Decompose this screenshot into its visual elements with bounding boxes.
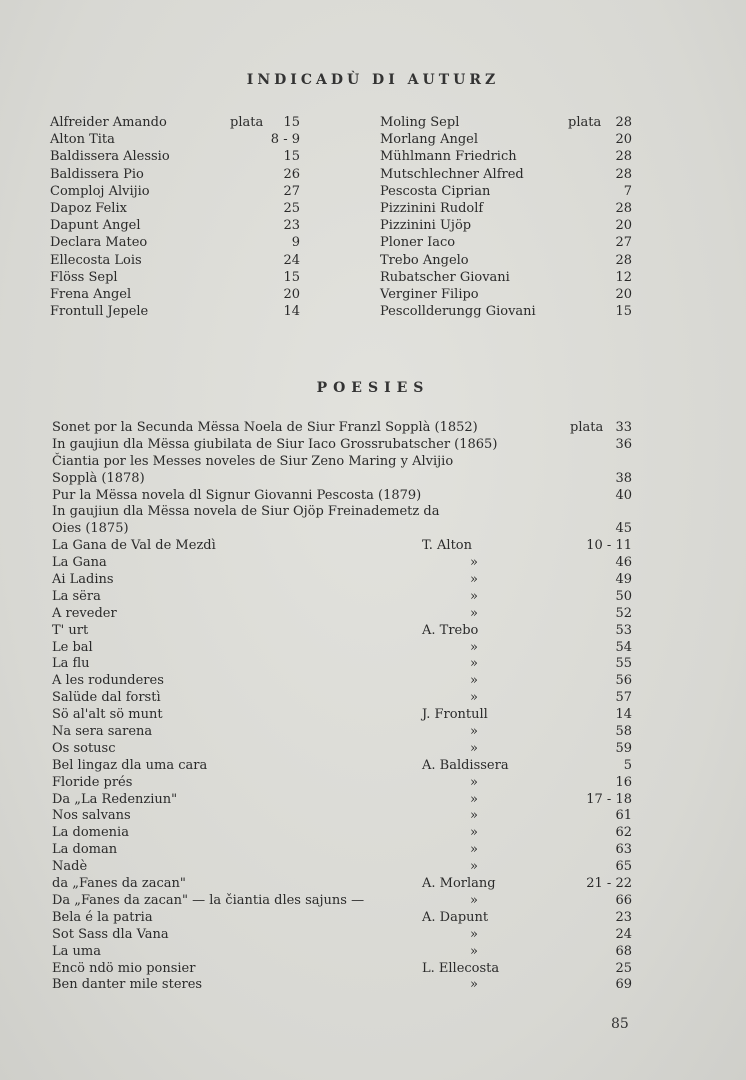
poem-title: La flu xyxy=(52,656,90,672)
plata-label: plata xyxy=(568,115,602,130)
author-name: Frena Angel xyxy=(50,286,132,302)
index-entry xyxy=(50,200,300,217)
poem-title: T' urt xyxy=(52,622,89,638)
ditto-mark: » xyxy=(470,825,478,841)
poem-author: J. Frontull xyxy=(422,707,488,723)
page-reference: 10 - 11 xyxy=(586,538,632,554)
poem-title: Na sera sarena xyxy=(52,724,153,740)
poem-title: Sonet por la Secunda Mëssa Noela de Siur Franzl Sopplà (1852) xyxy=(52,420,478,435)
page-reference: 25 xyxy=(283,200,300,216)
ditto-mark: » xyxy=(470,673,478,689)
index-entry xyxy=(380,252,632,269)
poem-title: Oies (1875) xyxy=(52,521,129,537)
index-entry xyxy=(50,114,300,131)
author-name: Pescollderungg Giovani xyxy=(380,304,536,320)
index-entry xyxy=(380,131,632,148)
poem-title: Da „La Redenziun" xyxy=(52,791,178,807)
poem-title: Nos salvans xyxy=(52,808,131,824)
index-entry xyxy=(50,303,300,320)
author-name: Frontull Jepele xyxy=(50,304,149,320)
page-reference: 15 xyxy=(615,304,632,320)
poem-entry xyxy=(52,707,632,724)
poem-title: Sö al'alt sö munt xyxy=(52,707,163,723)
index-entry xyxy=(50,148,300,165)
page-reference: 27 xyxy=(283,183,300,199)
poem-entry xyxy=(52,893,632,910)
page-reference: 33 xyxy=(615,420,632,435)
ditto-mark: » xyxy=(470,842,478,858)
page-reference: 62 xyxy=(615,825,632,841)
page-reference: 16 xyxy=(615,774,632,790)
ditto-mark: » xyxy=(470,740,478,756)
ditto-mark: » xyxy=(470,791,478,807)
page-reference: 46 xyxy=(615,555,632,571)
page-reference: 26 xyxy=(283,166,300,182)
poem-entry xyxy=(52,572,632,589)
author-name: Flöss Sepl xyxy=(50,269,118,285)
page-reference: 20 xyxy=(615,132,632,148)
page-reference: 15 xyxy=(283,115,300,130)
poem-entry xyxy=(52,825,632,842)
poem-title: La Gana de Val de Mezdì xyxy=(52,538,216,554)
poem-entry xyxy=(52,504,632,521)
index-entry xyxy=(50,252,300,269)
plata-label: plata xyxy=(570,420,604,435)
poem-title: La sëra xyxy=(52,588,101,604)
poem-entry xyxy=(52,944,632,961)
ditto-mark: » xyxy=(470,555,478,571)
poem-title: Ben danter mile steres xyxy=(52,977,203,993)
index-entry xyxy=(50,131,300,148)
index-heading: INDICADÙ DI AUTURZ xyxy=(246,72,500,88)
page-reference: 24 xyxy=(283,252,300,268)
ditto-mark: » xyxy=(470,690,478,706)
poem-entry xyxy=(52,741,632,758)
author-name: Trebo Angelo xyxy=(380,252,469,268)
index-entry xyxy=(50,234,300,251)
page-reference: 20 xyxy=(283,286,300,302)
index-entry xyxy=(380,114,632,131)
ditto-mark: » xyxy=(470,588,478,604)
page-reference: 28 xyxy=(615,166,632,182)
author-name: Comploj Alvijio xyxy=(50,183,150,199)
poem-entry xyxy=(52,859,632,876)
page-reference: 38 xyxy=(615,470,632,486)
index-entry xyxy=(50,269,300,286)
page-reference: 63 xyxy=(615,842,632,858)
poem-title: Bela é la patria xyxy=(52,909,153,925)
page-reference: 24 xyxy=(615,926,632,942)
index-entry xyxy=(380,183,632,200)
poem-title: A reveder xyxy=(52,605,117,621)
page-reference: 12 xyxy=(615,269,632,285)
author-name: Alfreider Amando xyxy=(50,115,167,130)
poem-title: da „Fanes da zacan" xyxy=(52,876,186,892)
poem-author: A. Dapunt xyxy=(422,909,489,925)
ditto-mark: » xyxy=(470,572,478,588)
index-entry xyxy=(50,286,300,303)
ditto-mark: » xyxy=(470,774,478,790)
page-reference: 65 xyxy=(615,859,632,875)
poem-title: La uma xyxy=(52,943,101,959)
page-reference: 55 xyxy=(615,656,632,672)
index-entry xyxy=(50,166,300,183)
poem-author: A. Trebo xyxy=(422,622,479,638)
index-entry xyxy=(50,183,300,200)
page-reference: 61 xyxy=(615,808,632,824)
poem-entry xyxy=(52,538,632,555)
author-name: Ellecosta Lois xyxy=(50,252,142,268)
page-reference: 68 xyxy=(615,943,632,959)
page-reference: 20 xyxy=(615,286,632,302)
author-name: Pizzinini Rudolf xyxy=(380,200,484,216)
author-name: Morlang Angel xyxy=(380,132,479,148)
poesies-heading: POESIES xyxy=(316,380,430,396)
ditto-mark: » xyxy=(470,943,478,959)
page-reference: 27 xyxy=(615,235,632,251)
page-reference: 57 xyxy=(615,690,632,706)
poem-title: Le bal xyxy=(52,639,93,655)
poem-title: Sot Sass dla Vana xyxy=(52,926,169,942)
index-entry xyxy=(50,217,300,234)
page-reference: 52 xyxy=(615,605,632,621)
poem-entry xyxy=(52,842,632,859)
poem-title: Nadè xyxy=(52,859,88,875)
ditto-mark: » xyxy=(470,859,478,875)
poem-entry xyxy=(52,792,632,809)
poem-title: La domenia xyxy=(52,825,129,841)
ditto-mark: » xyxy=(470,605,478,621)
page-reference: 59 xyxy=(615,740,632,756)
page-reference: 28 xyxy=(615,252,632,268)
ditto-mark: » xyxy=(470,892,478,908)
plata-label: plata xyxy=(230,115,264,130)
ditto-mark: » xyxy=(470,808,478,824)
poem-title: Sopplà (1878) xyxy=(52,470,145,486)
page-reference: 54 xyxy=(615,639,632,655)
index-entry xyxy=(380,303,632,320)
poem-author: T. Alton xyxy=(422,538,472,554)
author-name: Pizzinini Ujöp xyxy=(380,218,472,234)
poem-entry xyxy=(52,758,632,775)
poem-entry xyxy=(52,521,632,538)
page-reference: 36 xyxy=(615,436,632,452)
index-entry xyxy=(380,200,632,217)
poem-title: Floride prés xyxy=(52,774,133,790)
poem-title: Os sotusc xyxy=(52,740,116,756)
poem-author: A. Morlang xyxy=(422,876,496,892)
poem-title: La Gana xyxy=(52,555,107,571)
author-name: Moling Sepl xyxy=(380,115,460,130)
ditto-mark: » xyxy=(470,926,478,942)
page-reference: 40 xyxy=(615,487,632,503)
page-reference: 25 xyxy=(615,960,632,976)
poem-entry xyxy=(52,606,632,623)
page-reference: 9 xyxy=(291,235,300,251)
poem-title: Encö ndö mio ponsier xyxy=(52,960,196,976)
poem-title: Ai Ladins xyxy=(52,572,114,588)
author-name: Alton Tita xyxy=(50,132,115,148)
poem-title: In gaujiun dla Mëssa giubilata de Siur Iaco Grossrubatscher (1865) xyxy=(52,436,498,452)
ditto-mark: » xyxy=(470,977,478,993)
index-entry xyxy=(380,269,632,286)
author-name: Dapunt Angel xyxy=(50,218,141,234)
poem-entry xyxy=(52,961,632,978)
author-name: Ploner Iaco xyxy=(380,235,456,251)
index-left-column xyxy=(50,114,300,320)
poem-entry xyxy=(52,488,632,505)
poem-entry xyxy=(52,420,632,437)
page-reference: 58 xyxy=(615,724,632,740)
poems-list xyxy=(52,420,632,994)
author-name: Dapoz Felix xyxy=(50,200,127,216)
page-reference: 28 xyxy=(615,200,632,216)
page-reference: 49 xyxy=(615,572,632,588)
page-reference: 15 xyxy=(283,149,300,165)
poem-entry xyxy=(52,555,632,572)
index-entry xyxy=(380,286,632,303)
page-reference: 21 - 22 xyxy=(586,876,632,892)
poem-entry xyxy=(52,471,632,488)
author-name: Verginer Filipo xyxy=(380,286,479,302)
index-entry xyxy=(380,234,632,251)
page-reference: 7 xyxy=(623,183,632,199)
page-reference: 28 xyxy=(615,115,632,130)
author-name: Pescosta Ciprian xyxy=(380,183,491,199)
poem-entry xyxy=(52,454,632,471)
page-reference: 14 xyxy=(283,304,300,320)
poem-entry xyxy=(52,977,632,994)
poem-title: La doman xyxy=(52,842,118,858)
page-reference: 23 xyxy=(615,909,632,925)
poem-title: Bel lingaz dla uma cara xyxy=(52,757,208,773)
poem-entry xyxy=(52,437,632,454)
author-name: Baldissera Pio xyxy=(50,166,144,182)
poem-title: A les rodunderes xyxy=(52,673,164,689)
author-name: Baldissera Alessio xyxy=(50,149,170,165)
poem-entry xyxy=(52,927,632,944)
poem-title: Salüde dal forstì xyxy=(52,690,161,706)
poem-entry xyxy=(52,623,632,640)
page-reference: 45 xyxy=(615,521,632,537)
poem-entry xyxy=(52,589,632,606)
poem-entry xyxy=(52,876,632,893)
page-reference: 66 xyxy=(615,892,632,908)
index-entry xyxy=(380,148,632,165)
page-reference: 23 xyxy=(283,218,300,234)
page-reference: 20 xyxy=(615,218,632,234)
poem-entry xyxy=(52,910,632,927)
poem-title: Pur la Mëssa novela dl Signur Giovanni Pescosta (1879) xyxy=(52,487,422,503)
ditto-mark: » xyxy=(470,639,478,655)
page-number: 85 xyxy=(611,1016,629,1032)
index-right-column xyxy=(380,114,632,320)
index-entry xyxy=(380,166,632,183)
page-reference: 5 xyxy=(623,757,632,773)
author-name: Declara Mateo xyxy=(50,235,148,251)
poem-title: Čiantia por les Messes noveles de Siur Zeno Maring y Alvijio xyxy=(52,453,454,469)
page-reference: 53 xyxy=(615,622,632,638)
page-reference: 15 xyxy=(283,269,300,285)
poem-entry xyxy=(52,690,632,707)
poem-author: L. Ellecosta xyxy=(422,960,500,976)
poem-entry xyxy=(52,656,632,673)
poem-entry xyxy=(52,724,632,741)
poem-title: In gaujiun dla Mëssa novela de Siur Ojöp Freinademetz da xyxy=(52,504,440,520)
page-reference: 28 xyxy=(615,149,632,165)
poem-entry xyxy=(52,775,632,792)
page-reference: 17 - 18 xyxy=(586,791,632,807)
page-reference: 14 xyxy=(615,707,632,723)
page-reference: 69 xyxy=(615,977,632,993)
poem-author: A. Baldissera xyxy=(422,757,509,773)
poem-title: Da „Fanes da zacan" — la čiantia dles sajuns — xyxy=(52,892,365,908)
poem-entry xyxy=(52,808,632,825)
poem-entry xyxy=(52,640,632,657)
index-entry xyxy=(380,217,632,234)
ditto-mark: » xyxy=(470,656,478,672)
poem-entry xyxy=(52,673,632,690)
author-name: Mühlmann Friedrich xyxy=(380,149,517,165)
author-name: Mutschlechner Alfred xyxy=(380,166,524,182)
page-reference: 50 xyxy=(615,588,632,604)
ditto-mark: » xyxy=(470,724,478,740)
page-reference: 8 - 9 xyxy=(270,132,300,148)
page-reference: 56 xyxy=(615,673,632,689)
author-name: Rubatscher Giovani xyxy=(380,269,510,285)
